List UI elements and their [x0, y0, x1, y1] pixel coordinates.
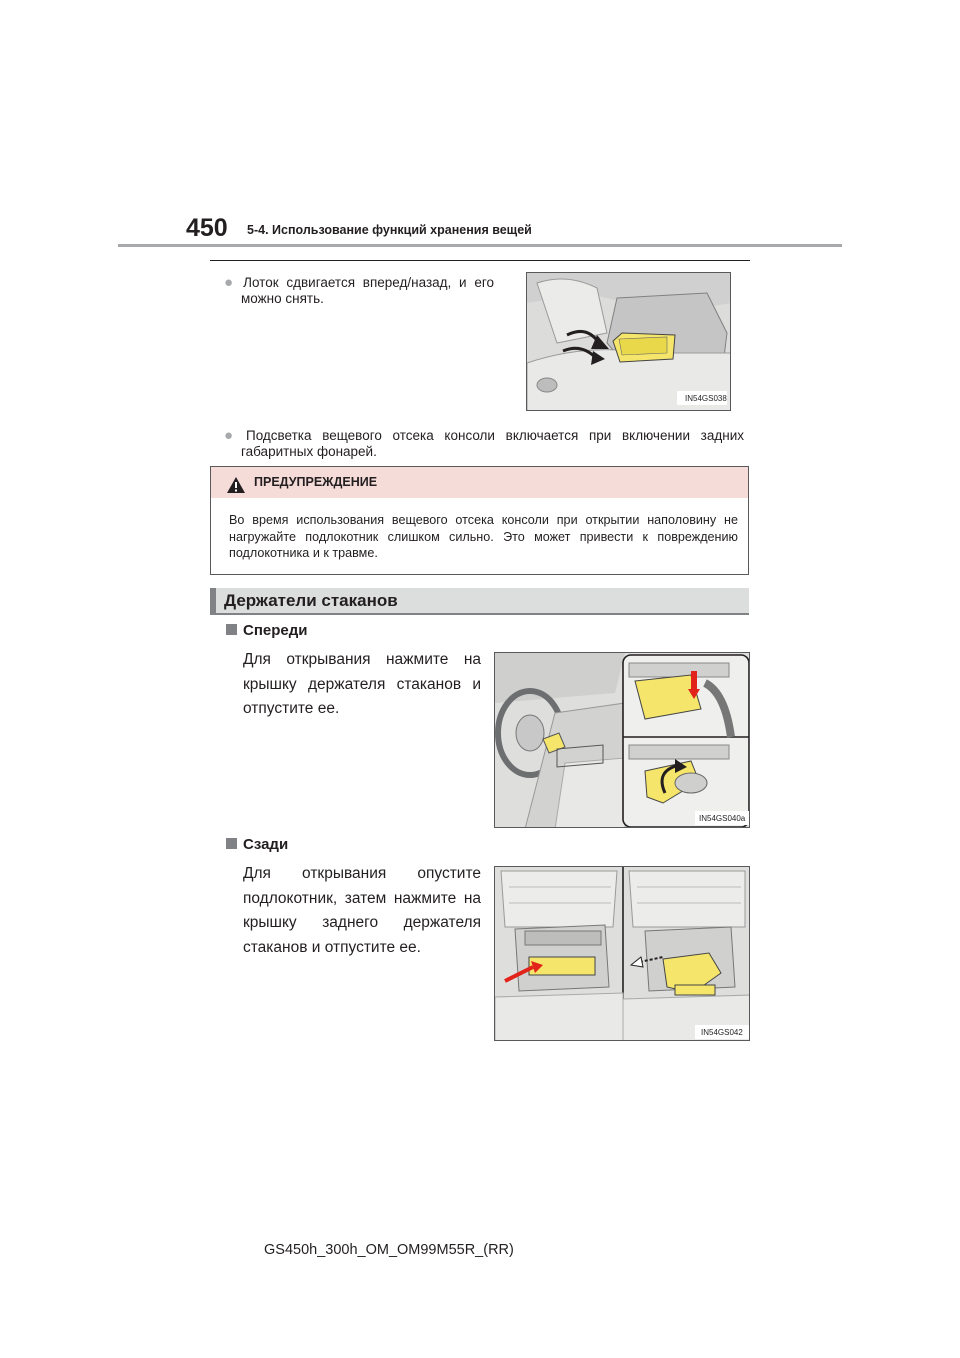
figure-code: IN54GS038 — [685, 394, 727, 403]
figure-console-tray — [526, 272, 731, 411]
bullet-tray-line2: можно снять. — [241, 291, 324, 306]
warning-line: нагружайте подлокотник слишком сильно. Это может привести к повреждению — [229, 529, 738, 544]
bullet-lighting-line2: габаритных фонарей. — [241, 444, 377, 459]
subsection-title: Держатели стаканов — [224, 591, 398, 610]
front-line: отпустите ее. — [243, 700, 340, 717]
header-rule — [118, 244, 842, 247]
warning-triangle-icon — [226, 476, 246, 499]
warning-title: ПРЕДУПРЕЖДЕНИЕ — [254, 475, 378, 489]
bullet-lighting — [224, 428, 744, 460]
figure-rear-cup-holder — [494, 866, 750, 1041]
rear-instructions — [243, 862, 481, 960]
bullet-marker: ● — [224, 274, 238, 291]
figure-front-cup-holder — [494, 652, 750, 828]
section-header: 5-4. Использование функций хранения вещей — [247, 223, 532, 237]
bullet-lighting-line1: Подсветка вещевого отсека консоли включается при включении задних — [246, 428, 745, 443]
bullet-tray — [224, 275, 494, 307]
rear-line: стаканов и отпустите ее. — [243, 938, 421, 956]
content-top-rule — [210, 260, 750, 261]
subsection-accent — [210, 588, 216, 614]
bullet-tray-line1: Лоток сдвигается вперед/назад, и его — [243, 275, 495, 290]
front-line: Для открывания нажмите на — [243, 651, 481, 668]
warning-line: подлокотника и к травме. — [229, 546, 378, 560]
subsection-underline — [210, 613, 749, 615]
rear-line: Для открывания опустите — [243, 865, 481, 882]
warning-line: Во время использования вещевого отсека консоли при открытии наполовину не — [229, 513, 738, 527]
rear-heading — [226, 836, 288, 853]
front-heading-text: Спереди — [243, 622, 308, 639]
front-heading — [226, 622, 307, 639]
warning-text — [229, 512, 738, 562]
rear-line: крышку заднего держателя — [243, 914, 481, 931]
footer-document-code: GS450h_300h_OM_OM99M55R_(RR) — [264, 1242, 514, 1258]
square-bullet-icon — [226, 838, 237, 849]
page-number: 450 — [186, 214, 228, 242]
figure-code: IN54GS042 — [701, 1028, 743, 1037]
figure-code: IN54GS040a — [699, 814, 746, 823]
square-bullet-icon — [226, 624, 237, 635]
bullet-marker: ● — [224, 427, 240, 444]
front-line: крышку держателя стаканов и — [243, 675, 481, 693]
rear-heading-text: Сзади — [243, 836, 289, 853]
front-instructions — [243, 648, 481, 722]
rear-line: подлокотник, затем нажмите на — [243, 889, 481, 907]
